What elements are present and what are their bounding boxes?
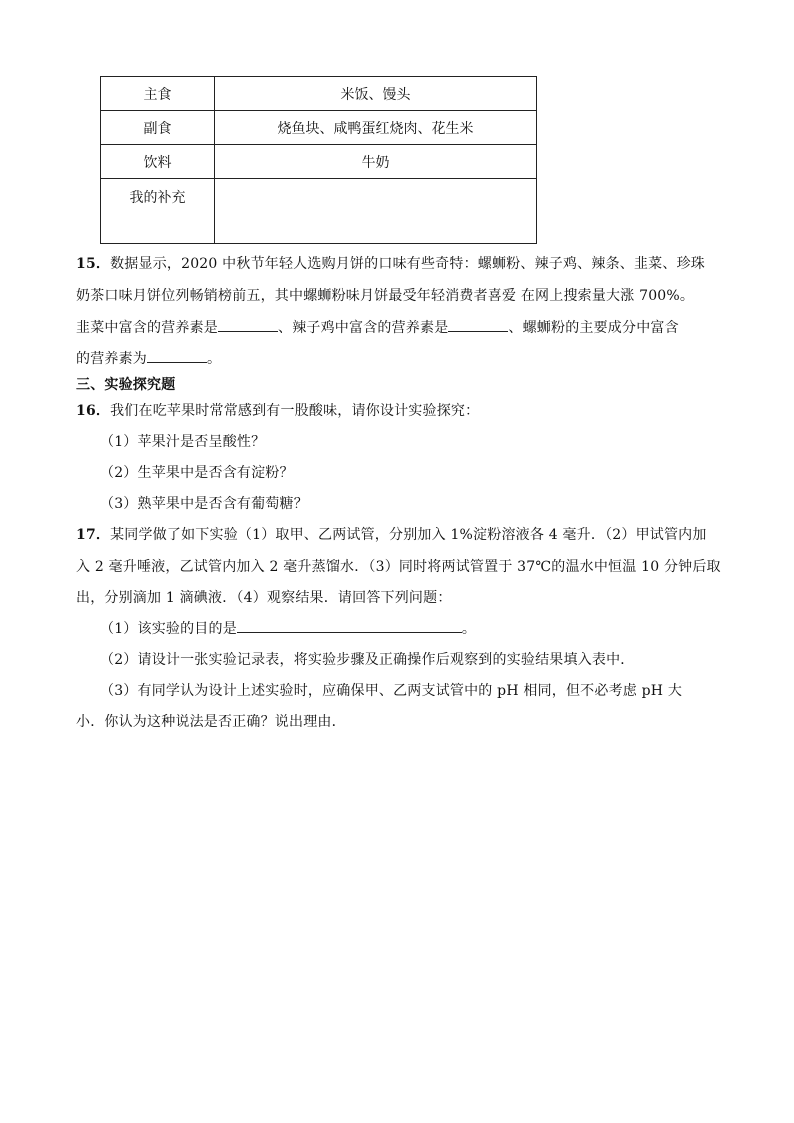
q17-sub-3-cont: 小．你认为这种说法是否正确？说出理由． [76,714,346,730]
q16-sub-2: （2）生苹果中是否含有淀粉？ [100,465,294,481]
q15-text-1: 数据显示，2020 中秋节年轻人选购月饼的口味有些奇特：螺蛳粉、辣子鸡、辣条、韭菜、珍珠 [110,256,705,272]
table-row [101,179,537,244]
question-number: 15． [76,256,111,272]
section-heading: 三、实验探究题 [76,377,176,393]
table-cell-value: 牛奶 [215,145,537,179]
q15-text-3c: 、螺蛳粉的主要成分中富含 [508,320,679,336]
q17-sub-1-end: 。 [461,621,477,637]
table-cell-value [215,179,537,244]
answer-blank[interactable] [218,330,278,332]
answer-blank[interactable] [147,361,207,363]
q17-sub-3: （3）有同学认为设计上述实验时，应确保甲、乙两支试管中的 pH 相同，但不必考虑 pH 大 [100,683,683,699]
table-row [101,111,537,145]
question-number: 17． [76,527,111,543]
table-cell-value: 米饭、馒头 [215,77,537,111]
table-cell-value: 烧鱼块、咸鸭蛋红烧肉、花生米 [215,111,537,145]
q16-text: 我们在吃苹果时常常感到有一股酸味，请你设计实验探究： [110,403,480,419]
q15-text-2: 奶茶口味月饼位列畅销榜前五，其中螺蛳粉味月饼最受年轻消费者喜爱 在网上搜索量大涨 700%。 [76,288,695,304]
q15-text-4b: 。 [207,351,222,367]
q17-text-2: 入 2 毫升唾液，乙试管内加入 2 毫升蒸馏水．（3）同时将两试管置于 37℃的温水中恒温 10 分钟后取 [76,559,721,575]
q16-line-1 [76,400,479,420]
answer-blank[interactable] [448,330,508,332]
q17-text-1: 某同学做了如下实验（1）取甲、乙两试管，分别加入 1%淀粉溶液各 4 毫升．（2）甲试管内加 [110,527,707,543]
q16-sub-3: （3）熟苹果中是否含有葡萄糖？ [100,496,308,512]
q15-text-3a: 韭菜中富含的营养素是 [76,320,218,336]
q15-line-1 [76,253,705,273]
q15-line-3 [76,317,679,337]
table-cell-label: 副食 [101,111,215,145]
table-row [101,145,537,179]
q17-sub-1 [100,618,476,638]
q15-text-3b: 、辣子鸡中富含的营养素是 [278,320,449,336]
q15-line-4 [76,348,221,368]
meal-table [100,76,537,244]
answer-blank[interactable] [237,631,462,633]
q17-sub-1-text: （1）该实验的目的是 [100,621,237,637]
q17-text-3: 出，分别滴加 1 滴碘液．（4）观察结果．请回答下列问题： [76,590,452,606]
q17-line-1 [76,524,707,544]
question-number: 16． [76,403,111,419]
q16-sub-1: （1）苹果汁是否呈酸性？ [100,434,266,450]
table-cell-label: 主食 [101,77,215,111]
table-row [101,77,537,111]
table-cell-label: 我的补充 [101,179,215,244]
table-cell-label: 饮料 [101,145,215,179]
q15-text-4a: 的营养素为 [76,351,147,367]
q17-sub-2: （2）请设计一张实验记录表，将实验步骤及正确操作后观察到的实验结果填入表中． [100,652,635,668]
